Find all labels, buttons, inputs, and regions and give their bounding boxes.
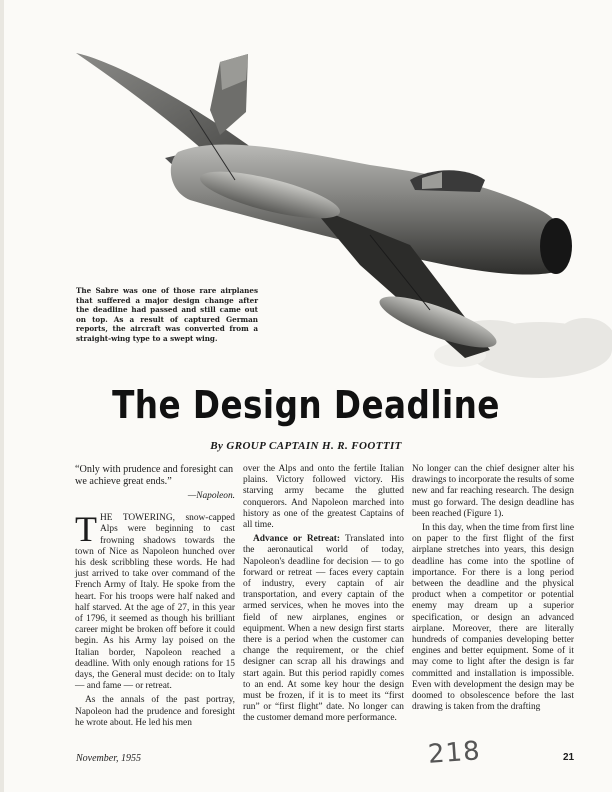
- opening-paragraph-text: HE TOWERING, snow-capped Alps were beginning to cast frowning shadows towards the town of Nice as Napoleon hunched over his desk scribbling these words. He had just arrived to take over command of the French Army of Italy. He spoke from the heart. For his troops were half naked and half starved. At the age of 27, in this year of 1796, it seemed as though his brilliant career might be broken off before it could begin. As his Army lay poised on the Italian border, Napoleon reached a deadline. With only enough rations for 15 days, the General must decide: on to Italy — and fame — or retreat.: [75, 513, 235, 692]
- page-number: 21: [563, 752, 575, 763]
- epigraph: “Only with prudence and foresight can we achieve great ends.”: [75, 464, 234, 487]
- text-column-1: [75, 464, 235, 732]
- scan-edge: [0, 0, 4, 792]
- article-byline: By GROUP CAPTAIN H. R. FOOTTIT: [210, 440, 402, 452]
- text-column-3: [412, 464, 574, 716]
- drop-cap: T: [75, 509, 97, 550]
- section-paragraph: [243, 534, 404, 724]
- section-heading: Advance or Retreat:: [253, 534, 341, 545]
- photo-caption: The Sabre was one of those rare airplanes that suffered a major design change after the deadline had passed and still came out on top. As a result of captured German reports, the aircraft was converted from a straight-wing type to a swept wing.: [76, 286, 258, 343]
- opening-paragraph: [75, 509, 235, 692]
- paragraph: over the Alps and onto the fertile Italian plains. Victory followed victory. His starving army became the glutted conquerors. And Napoleon marched into history as one of the greatest Captains of all time.: [243, 464, 404, 531]
- paragraph: In this day, when the time from first line on paper to the first flight of the first airplane stretches into years, this design deadline has come into the spotline of importance. For there is a long period between the deadline and the physical product when a competitor or potential enemy may dream up a superior specification, or design an advanced airplane. Moreover, there are literally hundreds of companies developing better engines and better equipment. Some of it may come to light after the design is far committed and installation is impossible. Even with development the design may be doomed to obsolescence before the last drawing is taken from the drafting: [412, 523, 574, 713]
- text-column-2: [243, 464, 404, 728]
- section-paragraph-text: Translated into the aeronautical world of today, Napoleon's deadline for decision — to go forward or retreat — faces every captain of industry, every captain of air transportation, and every captain of the armed services, when he moves into the field of new airplanes, engines or equipment. When a new design first starts there is a period when the customer can change the requirement, or the chief designer can scrap all his drawings and start again. But this period rapidly comes to an end. At some key hour the design must be frozen, if it is to meet its “first run” or “first flight” date. No longer can the customer demand more performance.: [243, 534, 404, 724]
- paragraph: No longer can the chief designer alter his drawings to incorporate the results of some new and far reaching research. The design must go forward. The design deadline has been reached (Figure 1).: [412, 464, 574, 519]
- issue-date: November, 1955: [76, 753, 141, 764]
- paragraph: As the annals of the past portray, Napoleon had the prudence and foresight he wrote about. He led his men: [75, 695, 235, 728]
- handwritten-page-mark: 218: [427, 736, 482, 770]
- epigraph-attribution: —Napoleon.: [187, 491, 235, 501]
- article-title: The Design Deadline: [112, 383, 500, 427]
